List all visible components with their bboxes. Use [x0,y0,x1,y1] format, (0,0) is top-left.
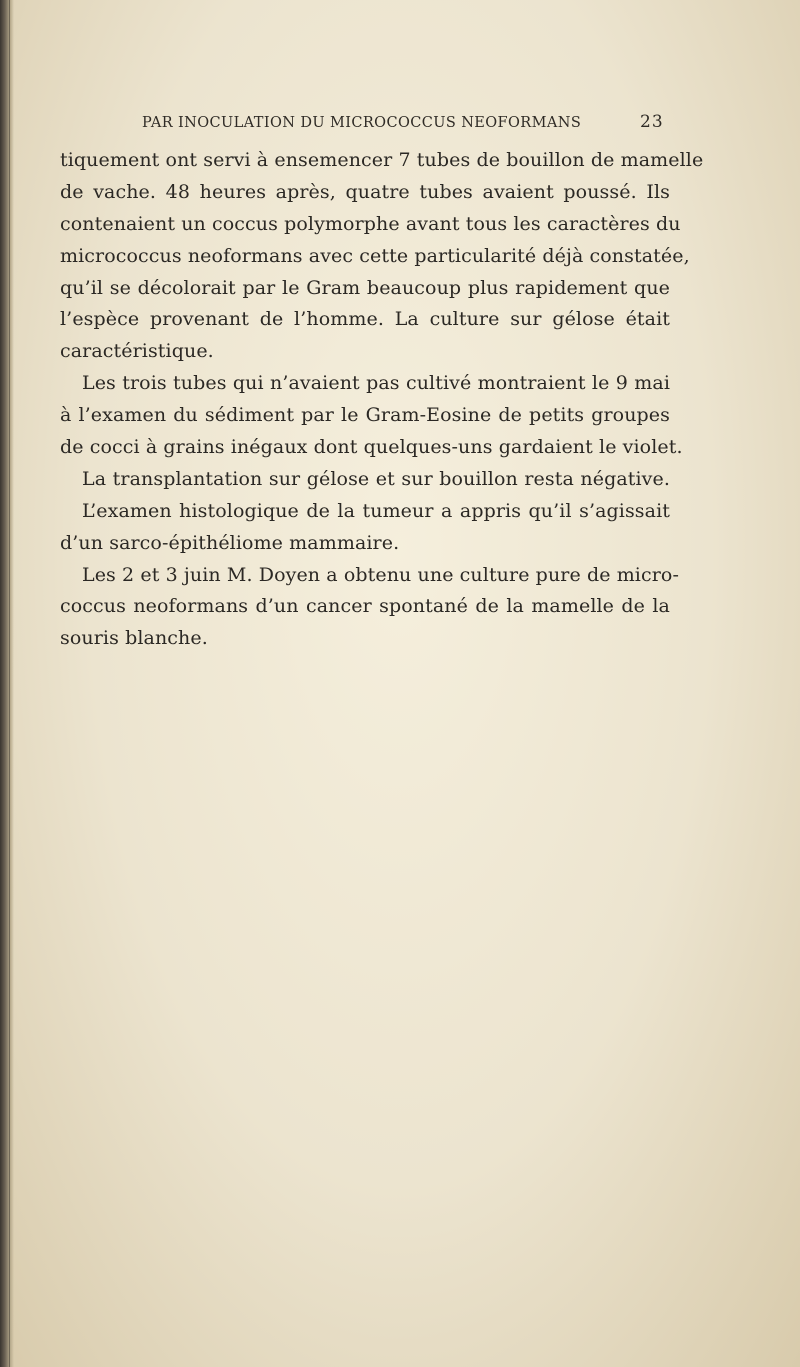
text-line: qu’il se décolorait par le Gram beaucoup plus rapidement que [60,276,670,299]
paragraph-start-line: Les trois tubes qui n’avaient pas cultivé montraient le 9 mai [82,372,670,395]
body-text [60,145,704,655]
text-line: caractéristique. [60,340,214,363]
running-head: PAR INOCULATION DU MICROCOCCUS NEOFORMANS [142,115,582,131]
text-line: de vache. 48 heures après, quatre tubes avaient poussé. Ils [60,180,670,203]
binding-line [9,0,10,1367]
book-page [60,0,760,1367]
text-line: coccus neoformans d’un cancer spontané de la mamelle de la [60,595,670,618]
book-binding-edge [0,0,14,1367]
text-line: de cocci à grains inégaux dont quelques-uns gardaient le violet. [60,436,683,459]
page-number: 23 [640,112,664,132]
text-line: micrococcus neoformans avec cette particularité déjà constatée, [60,244,690,267]
text-line: souris blanche. [60,627,208,650]
text-line: d’un sarco-épithéliome mammaire. [60,531,400,554]
text-line: contenaient un coccus polymorphe avant tous les caractères du [60,212,681,235]
paragraph-start-line: La transplantation sur gélose et sur bouillon resta négative. [82,467,670,490]
paragraph-start-line: L’examen histologique de la tumeur a appris qu’il s’agissait [82,499,670,522]
text-line: l’espèce provenant de l’homme. La culture sur gélose était [60,308,670,331]
paragraph-start-line: Les 2 et 3 juin M. Doyen a obtenu une culture pure de micro- [82,563,679,586]
text-line: tiquement ont servi à ensemencer 7 tubes de bouillon de mamelle [60,149,704,171]
text-line: à l’examen du sédiment par le Gram-Eosine de petits groupes [60,404,670,427]
